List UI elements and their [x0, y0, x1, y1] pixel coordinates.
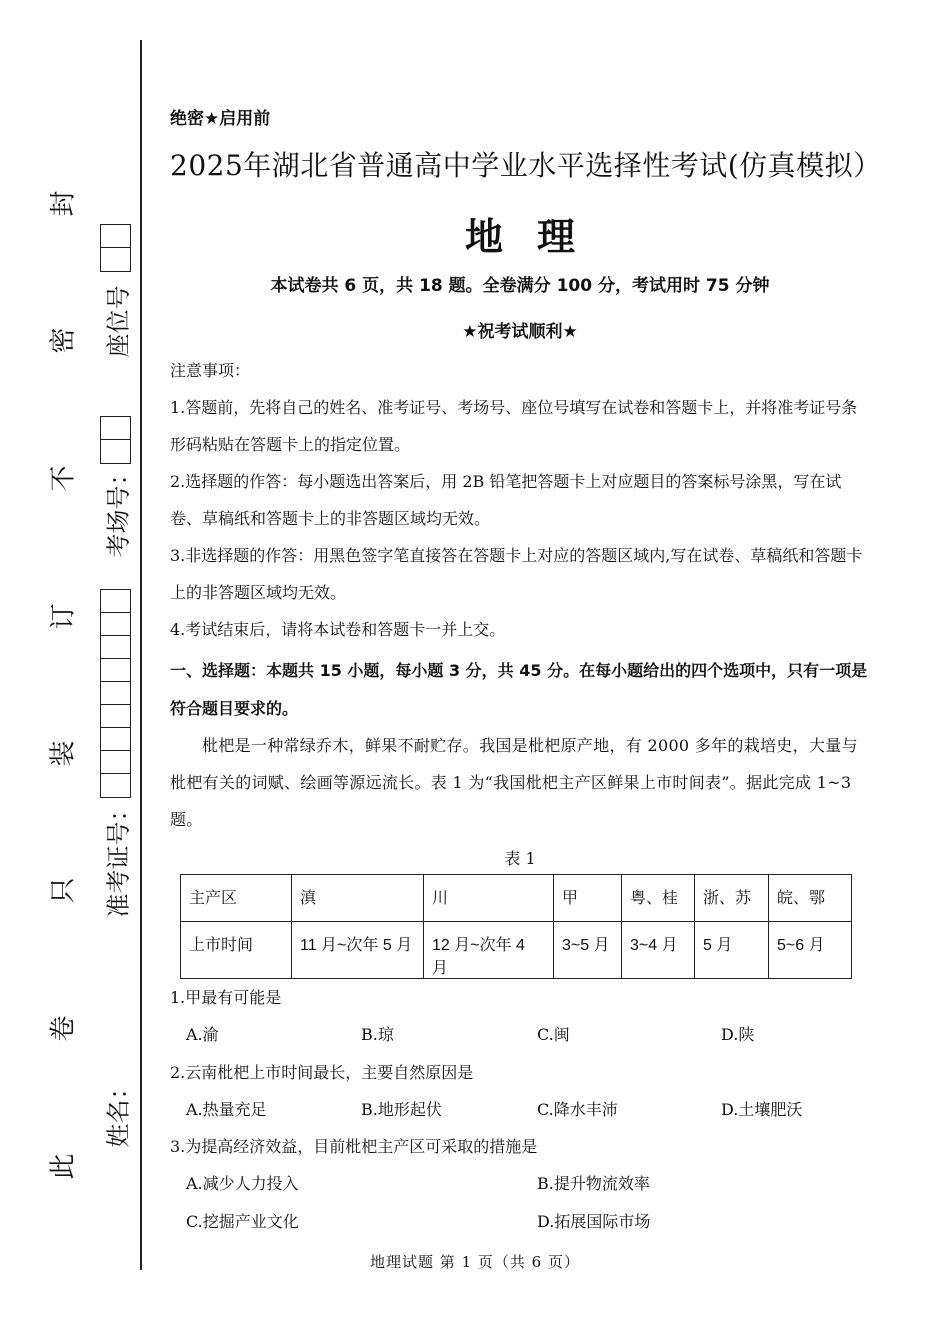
question-stem: 1.甲最有可能是	[170, 988, 282, 1007]
question-option[interactable]: D.拓展国际市场	[537, 1212, 651, 1231]
notes-heading: 注意事项：	[170, 361, 251, 380]
name-label: 姓名：	[104, 1075, 133, 1148]
market-time-table	[180, 874, 852, 979]
question-option[interactable]: A.减少人力投入	[186, 1174, 299, 1193]
table-cell: 皖、鄂	[769, 875, 852, 922]
table-cell: 上市时间	[181, 922, 292, 979]
exam-info: 本试卷共 6 页，共 18 题。全卷满分 100 分，考试用时 75 分钟	[270, 276, 770, 296]
seal-char: 此	[48, 1153, 79, 1180]
table-cell: 11 月~次年 5 月	[292, 922, 424, 979]
question-option[interactable]: B.琼	[361, 1025, 394, 1044]
seat-number-label: 座位号	[104, 285, 133, 358]
table-row	[181, 875, 852, 922]
table-cell: 12 月~次年 4 月	[424, 922, 554, 979]
question-option[interactable]: A.渝	[186, 1025, 219, 1044]
table-cell: 粤、桂	[622, 875, 695, 922]
subject-title: 地理	[464, 214, 609, 259]
good-luck: ★祝考试顺利★	[462, 322, 578, 342]
note-item: 2.选择题的作答：每小题选出答案后，用 2B 铅笔把答题卡上对应题目的答案标号涂黑，写在试卷、草稿纸和答题卡上的非答题区域均无效。	[170, 472, 842, 528]
seal-char: 只	[48, 877, 79, 904]
section-heading: 一、选择题：本题共 15 小题，每小题 3 分，共 45 分。在每小题给出的四个选项中，只有一项是符合题目要求的。	[170, 661, 868, 718]
table-cell: 川	[424, 875, 554, 922]
table-row	[181, 922, 852, 979]
seat-number-boxes[interactable]	[100, 224, 131, 272]
page-footer: 地理试题 第 1 页（共 6 页）	[370, 1253, 580, 1271]
question-option[interactable]: C.挖掘产业文化	[186, 1212, 299, 1231]
binding-line	[140, 40, 142, 1270]
passage: 枇杷是一种常绿乔木，鲜果不耐贮存。我国是枇杷原产地，有 2000 多年的栽培史，大量与枇杷有关的词赋、绘画等源远流长。表 1 为“我国枇杷主产区鲜果上市时间表”。据此完成 1~3 题。	[170, 736, 858, 829]
seal-char: 装	[48, 740, 79, 767]
question-option[interactable]: B.地形起伏	[361, 1100, 442, 1119]
room-number-boxes[interactable]	[100, 416, 131, 464]
seal-char: 不	[48, 465, 79, 492]
table-cell: 5~6 月	[769, 922, 852, 979]
table-cell: 甲	[554, 875, 622, 922]
question-option[interactable]: D.陕	[721, 1025, 755, 1044]
notes-block	[170, 352, 870, 648]
room-number-label: 考场号：	[104, 461, 133, 558]
table-cell: 滇	[292, 875, 424, 922]
question-option[interactable]: B.提升物流效率	[537, 1174, 650, 1193]
question-option[interactable]: D.土壤肥沃	[721, 1100, 803, 1119]
question-option[interactable]: C.闽	[537, 1025, 570, 1044]
table-cell: 3~5 月	[554, 922, 622, 979]
table-caption: 表 1	[504, 849, 536, 868]
exam-id-boxes[interactable]	[100, 589, 131, 798]
seal-char: 卷	[48, 1015, 79, 1042]
table-cell: 5 月	[695, 922, 769, 979]
question-stem: 2.云南枇杷上市时间最长，主要自然原因是	[170, 1063, 474, 1082]
note-item: 3.非选择题的作答：用黑色签字笔直接答在答题卡上对应的答题区域内,写在试卷、草稿纸和答题卡上的非答题区域均无效。	[170, 546, 863, 602]
exam-id-label: 准考证号：	[104, 797, 133, 918]
table-cell: 主产区	[181, 875, 292, 922]
note-item: 1.答题前，先将自己的姓名、准考证号、考场号、座位号填写在试卷和答题卡上，并将准考证号条形码粘贴在答题卡上的指定位置。	[170, 398, 858, 454]
secret-mark: 绝密★启用前	[170, 109, 271, 129]
question-option[interactable]: A.热量充足	[186, 1100, 267, 1119]
seal-char: 封	[48, 190, 79, 217]
question-option[interactable]: C.降水丰沛	[537, 1100, 618, 1119]
note-item: 4.考试结束后，请将本试卷和答题卡一并上交。	[170, 620, 506, 639]
table-cell: 3~4 月	[622, 922, 695, 979]
seal-char: 密	[48, 327, 79, 354]
seal-char: 订	[48, 603, 79, 630]
table-cell: 浙、苏	[695, 875, 769, 922]
question-stem: 3.为提高经济效益，目前枇杷主产区可采取的措施是	[170, 1137, 538, 1156]
exam-title: 2025年湖北省普通高中学业水平选择性考试(仿真模拟）	[170, 149, 882, 182]
